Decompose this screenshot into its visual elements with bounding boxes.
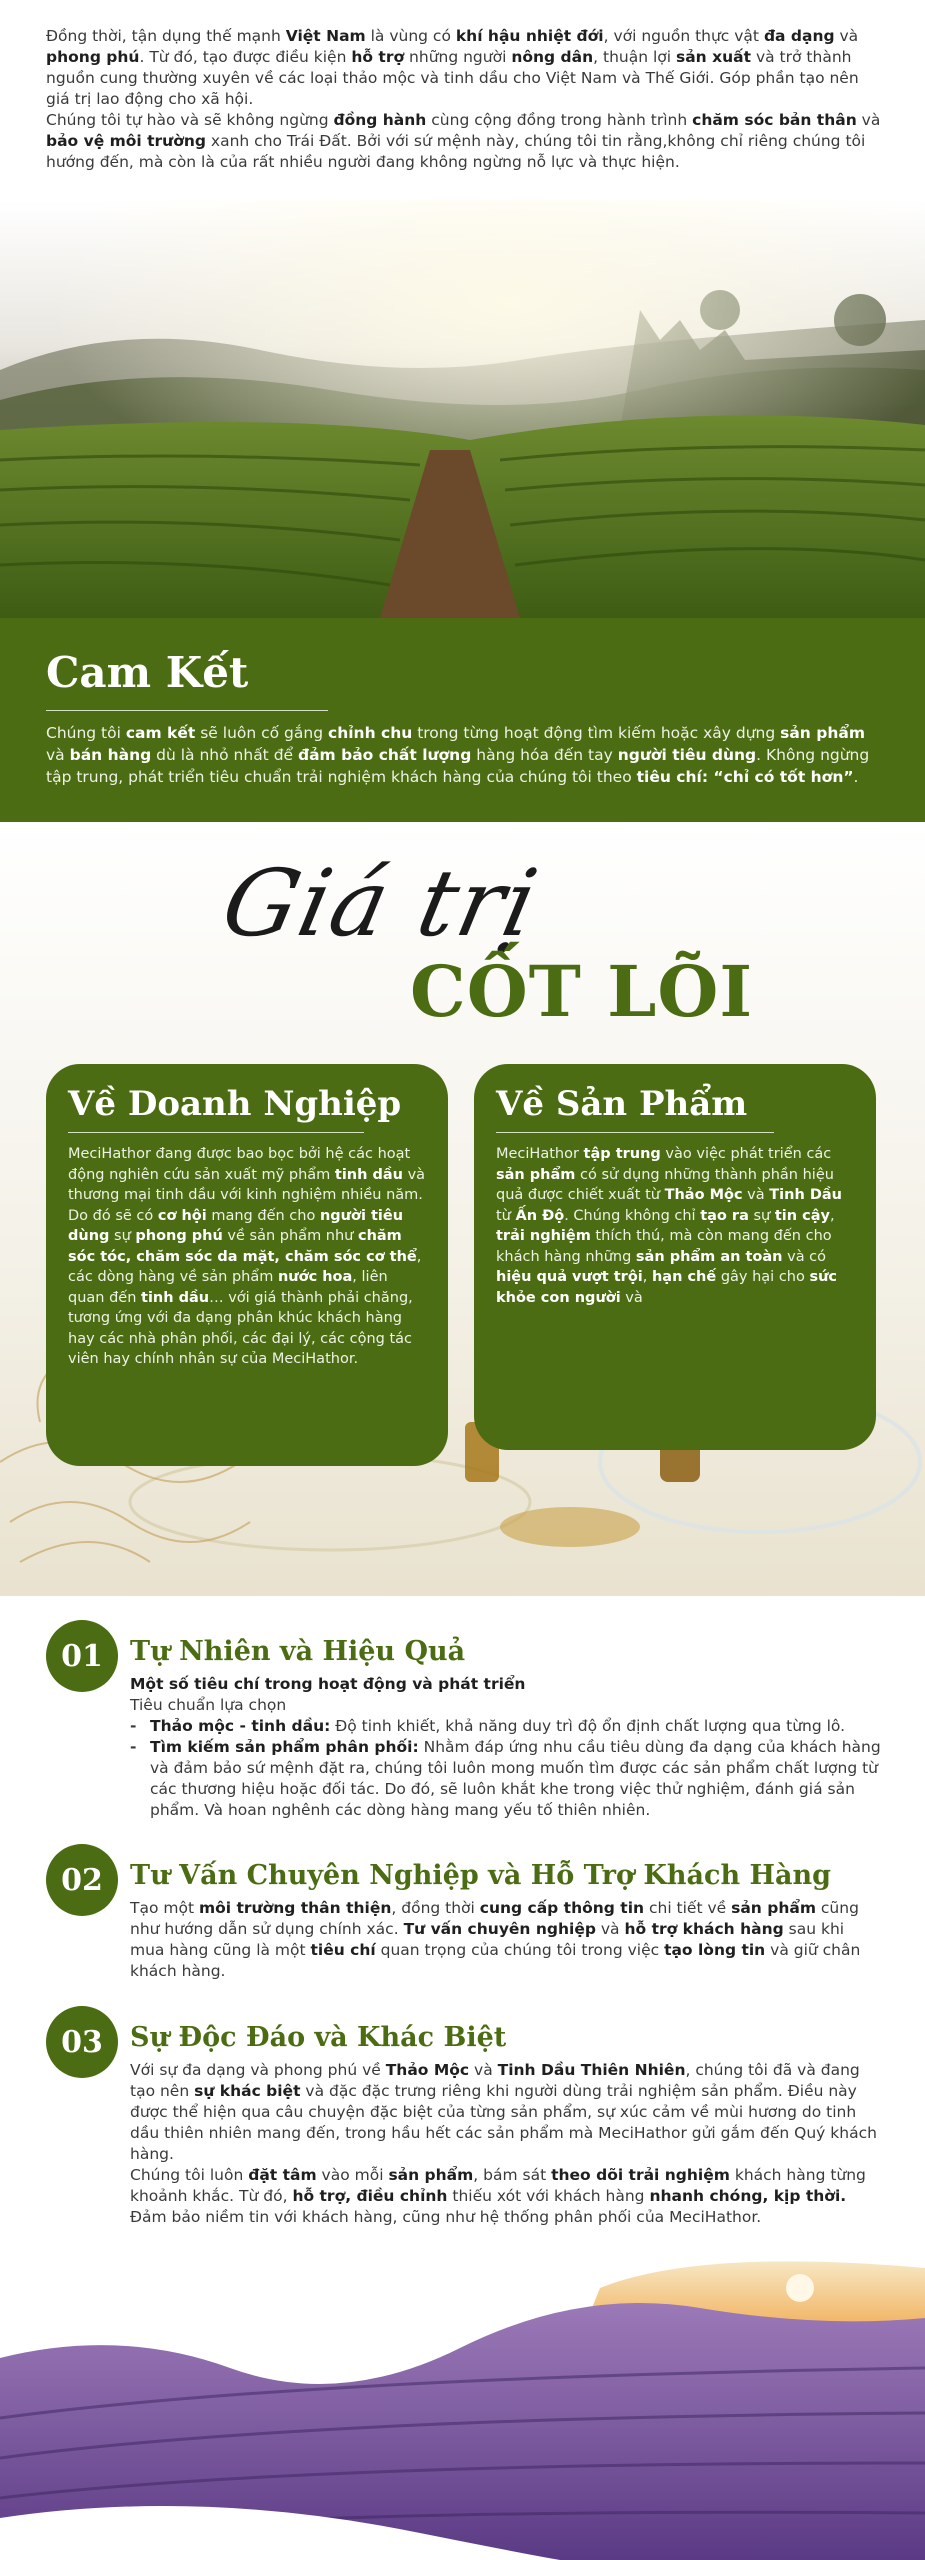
script-title: Giá trị bbox=[213, 850, 548, 957]
core-values-section bbox=[0, 822, 925, 1596]
product-card-text: MeciHathor tập trung vào việc phát triển các sản phẩm có sử dụng những thành phần hiệu quả được chiết xuất từ Thảo Mộc và Tinh Dầu từ Ấn Độ. Chúng không chỉ tạo ra sự tin cậy, trải nghiệm thích thú, mà còn mang đến cho khách hàng những sản phẩm an toàn và có hiệu quả vượt trội, hạn chế gây hại cho sức khỏe con người và bbox=[496, 1146, 842, 1306]
list-item: - Tìm kiếm sản phẩm phân phối: Nhằm đáp ứng nhu cầu tiêu dùng đa dạng của khách hàng và đảm bảo sứ mệnh đặt ra, chúng tôi luôn mong muốn tìm được các sản phẩm chất lượng từ các thương hiệu hoặc đối tác. Do đó, sẽ luôn khắt khe trong việc thử nghiệm, đánh giá sản phẩm. Và hoan nghênh các dòng hàng mang yếu tố thiên nhiên. bbox=[130, 1737, 882, 1821]
number-badge: 03 bbox=[46, 2006, 118, 2078]
commitment-title: Cam Kết bbox=[46, 648, 249, 697]
product-card bbox=[474, 1064, 876, 1450]
criteria-paragraph-1: Với sự đa dạng và phong phú về Thảo Mộc và Tinh Dầu Thiên Nhiên, chúng tôi đã và đang tạo nên sự khác biệt và đặc đặc trưng riêng khi người dùng trải nghiệm sản phẩm. Điều này được thể hiện qua câu chuyện đặc biệt của từng sản phẩm, sự xúc cảm về mùi hương do tinh dầu thiên nhiên mang đến, trong hầu hết các sản phẩm mà MeciHathor gửi gắm đến Quý khách hàng. bbox=[130, 2061, 877, 2163]
criteria-subheading: Tiêu chuẩn lựa chọn bbox=[130, 1696, 287, 1714]
intro-paragraph-1: Đồng thời, tận dụng thế mạnh Việt Nam là vùng có khí hậu nhiệt đới, với nguồn thực vật đa dạng và phong phú. Từ đó, tạo được điều kiện hỗ trợ những người nông dân, thuận lợi sản xuất và trở thành nguồn cung thường xuyên về các loại thảo mộc và tinh dầu cho Việt Nam và Thế Giới. Góp phần tạo nên giá trị lao động cho xã hội. bbox=[46, 27, 859, 108]
intro-paragraph-2: Chúng tôi tự hào và sẽ không ngừng đồng hành cùng cộng đồng trong hành trình chăm sóc bản thân và bảo vệ môi trường xanh cho Trái Đất. Bởi với sứ mệnh này, chúng tôi tin rằng,không chỉ riêng chúng tôi hướng đến, mà còn là của rất nhiều người đang không ngừng nỗ lực và thực hiện. bbox=[46, 111, 881, 171]
criteria-bullets bbox=[130, 1716, 882, 1821]
business-card bbox=[46, 1064, 448, 1466]
criteria-title: Sự Độc Đáo và Khác Biệt bbox=[130, 2022, 507, 2053]
commitment-divider bbox=[46, 710, 328, 711]
product-card-title: Về Sản Phẩm bbox=[496, 1084, 748, 1124]
product-card-divider bbox=[496, 1132, 774, 1133]
lavender-field-image bbox=[0, 2248, 925, 2560]
tea-plantation-image bbox=[0, 200, 925, 618]
business-card-divider bbox=[68, 1132, 364, 1133]
commitment-text: Chúng tôi cam kết sẽ luôn cố gắng chỉnh chu trong từng hoạt động tìm kiếm hoặc xây dựng sản phẩm và bán hàng dù là nhỏ nhất để đảm bảo chất lượng hàng hóa đến tay người tiêu dùng. Không ngừng tập trung, phát triển tiêu chuẩn trải nghiệm khách hàng của chúng tôi theo tiêu chí: “chỉ có tốt hơn”. bbox=[46, 724, 870, 786]
criteria-body bbox=[130, 1674, 882, 1821]
criteria-heading: Một số tiêu chí trong hoạt động và phát triển bbox=[130, 1675, 526, 1693]
business-card-text: MeciHathor đang được bao bọc bởi hệ các hoạt động nghiên cứu sản xuất mỹ phẩm tinh dầu và thương mại tinh dầu với kinh nghiệm nhiều năm. Do đó sẽ có cơ hội mang đến cho người tiêu dùng sự phong phú về sản phẩm như chăm sóc tóc, chăm sóc da mặt, chăm sóc cơ thể, các dòng hàng về sản phẩm nước hoa, liên quan đến tinh dầu… với giá thành phải chăng, tương ứng với đa dạng phân khúc khách hàng hay các nhà phân phối, các đại lý, các cộng tác viên hay chính nhân sự của MeciHathor. bbox=[68, 1146, 426, 1367]
commitment-section bbox=[0, 618, 925, 822]
criteria-body bbox=[130, 2060, 882, 2228]
criteria-title: Tư Vấn Chuyên Nghiệp và Hỗ Trợ Khách Hàng bbox=[130, 1860, 831, 1891]
criteria-title: Tự Nhiên và Hiệu Quả bbox=[130, 1636, 466, 1667]
number-badge: 02 bbox=[46, 1844, 118, 1916]
core-title: CỐT LÕI bbox=[410, 950, 754, 1033]
criteria-body: Tạo một môi trường thân thiện, đồng thời cung cấp thông tin chi tiết về sản phẩm cũng như hướng dẫn sử dụng chính xác. Tư vấn chuyên nghiệp và hỗ trợ khách hàng sau khi mua hàng cũng là một tiêu chí quan trọng của chúng tôi trong việc tạo lòng tin và giữ chân khách hàng. bbox=[130, 1899, 861, 1980]
list-item: - Thảo mộc - tinh dầu: Độ tinh khiết, khả năng duy trì độ ổn định chất lượng qua từng lô. bbox=[130, 1716, 882, 1737]
number-badge: 01 bbox=[46, 1620, 118, 1692]
business-card-title: Về Doanh Nghiệp bbox=[68, 1084, 402, 1124]
criteria-paragraph-2: Chúng tôi luôn đặt tâm vào mỗi sản phẩm, bám sát theo dõi trải nghiệm khách hàng từng khoảnh khắc. Từ đó, hỗ trợ, điều chỉnh thiếu xót với khách hàng nhanh chóng, kịp thời. Đảm bảo niềm tin với khách hàng, cũng như hệ thống phân phối của MeciHathor. bbox=[130, 2166, 866, 2226]
intro-text bbox=[46, 26, 884, 173]
